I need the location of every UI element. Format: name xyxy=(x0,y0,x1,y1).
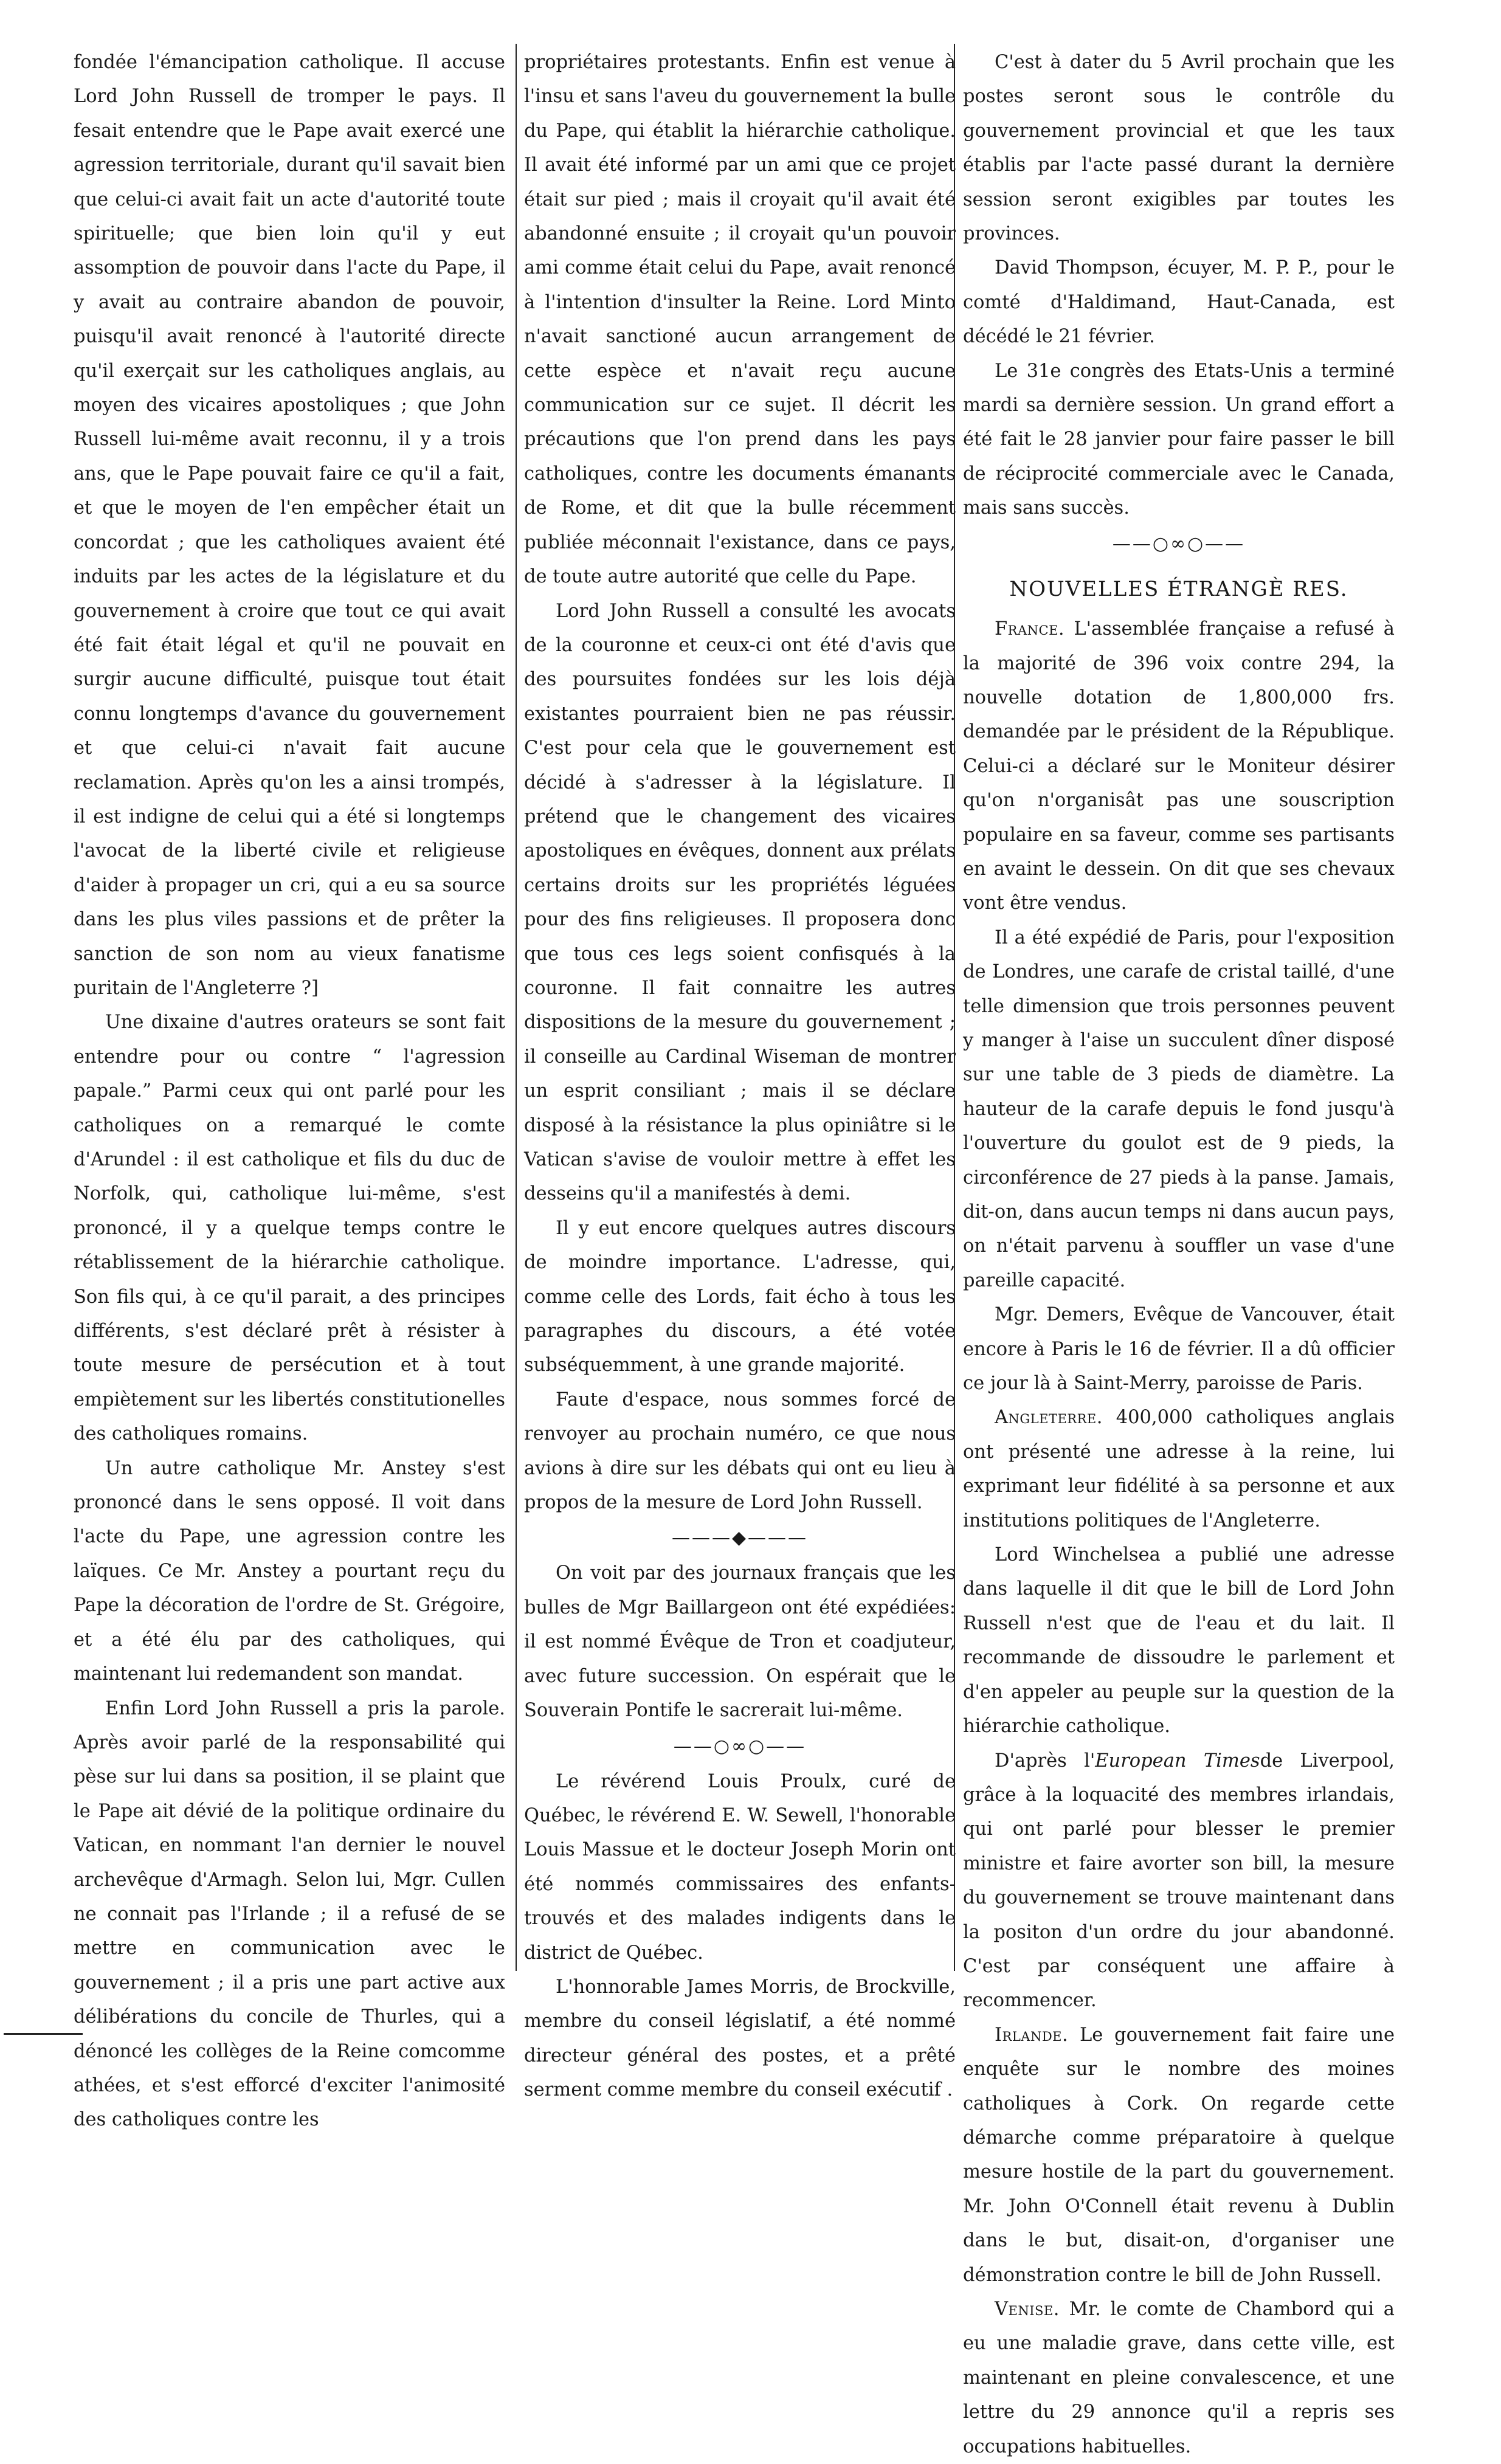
section-heading: NOUVELLES ÉTRANGÈ RES. xyxy=(1009,576,1348,601)
paragraph-text: de Liverpool, grâce à la loquacité des membres irlandais, qui ont parlé pour blesser le premier ministre et faire avorter son bill, la mesure du gouvernement se trouve maintenant dans la positon d'un ordre du jour abandonné. C'est par conséquent une affaire à recommencer. xyxy=(963,1750,1395,2012)
column-right xyxy=(963,46,1395,2464)
paragraph: David Thompson, écuyer, M. P. P., pour le comté d'Haldimand, Haut-Canada, est décédé le 21 février. xyxy=(963,257,1395,348)
paragraph-irlande xyxy=(963,2018,1395,2293)
country-tag: Venise. xyxy=(995,2299,1060,2320)
paragraph: Un autre catholique Mr. Anstey s'est prononcé dans le sens opposé. Il voit dans l'acte du Pape, une agression contre les laïques. Ce Mr. Anstey a pourtant reçu du Pape la décoration de l'ordre de St. Grégoire, et a été élu par des catholiques, qui maintenant lui redemandent son mandat. xyxy=(74,1457,505,1685)
paragraph-text: L'assemblée française a refusé à la majorité de 396 voix contre 294, la nouvelle dotation de 1,800,000 frs. demandée par le président de la République. Celui-ci a déclaré sur le Moniteur désirer qu'on n'organisât pas une souscription populaire en sa faveur, comme ses partisants en avaint le dessein. On dit que ses chevaux vont être vendus. xyxy=(963,618,1395,914)
paragraph: Lord Winchelsea a publié une adresse dans laquelle il dit que le bill de Lord John Russell n'est que de l'eau et du lait. Il recommande de dissoudre le parlement et d'en appeler au peuple sur la question de la hiérarchie catholique. xyxy=(963,1544,1395,1738)
paragraph: fondée l'émancipation catholique. Il accuse Lord John Russell de tromper le pays. Il fesait entendre que le Pape avait exercé une agression territoriale, durant qu'il savait bien que celui-ci avait fait un acte d'autorité toute spirituelle; que bien loin qu'il y eut assomption de pouvoir dans l'acte du Pape, il y avait au contraire abandon de pouvoir, puisqu'il avait renoncé à l'autorité directe qu'il exerçait sur les catholiques anglais, au moyen des vicaires apostoliques ; que John Russell lui-même avait reconnu, il y a trois ans, que le Pape pouvait faire ce qu'il a fait, et que le moyen de l'en empêcher était un concordat ; que les catholiques avaient été induits par les actes de la législature et du gouvernement à croire que tout ce qui avait été fait était légal et qu'il ne pouvait en surgir aucune difficulté, puisque tout était connu longtemps d'avance du gouvernement et que celui-ci n'avait fait aucune reclamation. Après qu'on les a ainsi trompés, il est indigne de celui qui a été si longtemps l'avocat de la liberté civile et religieuse d'aider à propager un cri, qui a eu sa source dans les plus viles passions et de prêter la sanction de son nom au vieux fanatisme puritain de l'Angleterre ?] xyxy=(74,52,505,999)
paragraph-france xyxy=(963,612,1395,921)
paragraph-text: 400,000 catholiques anglais ont présenté une adresse à la reine, lui exprimant leur fidélité à sa personne et aux institutions politiques de l'Angleterre. xyxy=(963,1407,1395,1531)
paragraph-text: Mr. le comte de Chambord qui a eu une maladie grave, dans cette ville, est maintenant en pleine convalescence, et une lettre du 29 annonce qu'il a repris ses occupations habituelles. xyxy=(963,2299,1395,2457)
paragraph: Enfin Lord John Russell a pris la parole. Après avoir parlé de la responsabilité qui pèse sur lui dans sa position, il se plaint que le Pape ait dévié de la politique ordinaire du Vatican, en nommant l'an dernier le nouvel archevêque d'Armagh. Selon lui, Mgr. Cullen ne connait pas l'Irlande ; il a refusé de se mettre en communication avec le gouvernement ; il a pris une part active aux délibérations du concile de Thurles, qui a dénoncé les collèges de la Reine comcomme athées, et s'est efforcé d'exciter l'animosité des catholiques contre les xyxy=(74,1697,505,2131)
column-middle xyxy=(524,46,956,2108)
paragraph: Lord John Russell a consulté les avocats de la couronne et ceux-ci ont été d'avis que des poursuites fondées sur les lois déjà existantes pourraient bien ne pas réussir. C'est pour cela que le gouvernement est décidé à s'adresser à la législature. Il prétend que le changement des vicaires apostoliques en évêques, donnent aux prélats certains droits sur les propriétés léguées pour des fins religieuses. Il proposera donc que tous ces legs soient confisqués à la couronne. Il fait connaitre les autres dispositions de la mesure du gouvernement ; il conseille au Cardinal Wiseman de montrer un esprit consiliant ; mais il se déclare disposé à la résistance la plus opiniâtre si le Vatican s'avise de vouloir mettre à effet les desseins qu'il a manifestés à demi. xyxy=(524,600,956,1205)
column-rule xyxy=(516,44,517,1971)
paragraph-angleterre xyxy=(963,1401,1395,1538)
paragraph: Le révérend Louis Proulx, curé de Québec, le révérend E. W. Sewell, l'honorable Louis Massue et le docteur Joseph Morin ont été nommés commissaires des enfants-trouvés et des malades indigents dans le district de Québec. xyxy=(524,1770,956,1964)
paragraph-text: Le gouvernement fait faire une enquête sur le nombre des moines catholiques à Cork. On regarde cette démarche comme préparatoire à quelque mesure hostile de la part du gouvernement. Mr. John O'Connell était revenu à Dublin dans le but, disait-on, d'organiser une démonstration contre le bill de John Russell. xyxy=(963,2024,1395,2286)
paragraph-text: D'après l' xyxy=(995,1750,1096,1772)
column-left xyxy=(74,46,505,2138)
paragraph: Il y eut encore quelques autres discours de moindre importance. L'adresse, qui, comme celle des Lords, fait écho à tous les paragraphes du discours, a été votée subséquemment, à une grande majorité. xyxy=(524,1217,956,1376)
paragraph: propriétaires protestants. Enfin est venue à l'insu et sans l'aveu du gouvernement la bulle du Pape, qui établit la hiérarchie catholique. Il avait été informé par un ami que ce projet était sur pied ; mais il croyait qu'il avait été abandonné ensuite ; il croyait qu'un pouvoir ami comme était celui du Pape, avait renoncé à l'intention d'insulter la Reine. Lord Minto n'avait sanctioné aucun arrangement de cette espèce et n'avait reçu aucune communication sur ce sujet. Il décrit les précautions que l'on prend dans les pays catholiques, contre les documents émanants de Rome, et dit que la bulle récemment publiée méconnait l'existance, dans ce pays, de toute autre autorité que celle du Pape. xyxy=(524,52,956,588)
paragraph-venise xyxy=(963,2293,1395,2464)
paragraph: Une dixaine d'autres orateurs se sont fait entendre pour ou contre “ l'agression papale.” Parmi ceux qui ont parlé pour les catholiques on a remarqué le comte d'Arundel : il est catholique et fils du duc de Norfolk, qui, catholique lui-même, s'est prononcé, il y a quelque temps contre le rétablissement de la hiérarchie catholique. Son fils qui, à ce qu'il parait, a des principes différents, s'est déclaré prêt à résister à toute mesure de persécution et à tout empiètement sur les libertés constitutionelles des catholiques romains. xyxy=(74,1012,505,1445)
ornamental-divider: ——○∞○—— xyxy=(1112,533,1246,554)
country-tag: Angleterre. xyxy=(995,1407,1103,1429)
country-tag: France. xyxy=(995,618,1065,640)
page-edge-mark xyxy=(4,2033,83,2041)
paragraph: Mgr. Demers, Evêque de Vancouver, était encore à Paris le 16 de février. Il a dû officier ce jour là à Saint-Merry, paroisse de Paris. xyxy=(963,1304,1395,1395)
country-tag: Irlande. xyxy=(995,2024,1069,2046)
ornamental-divider: ——○∞○—— xyxy=(673,1735,807,1757)
paragraph: Le 31e congrès des Etats-Unis a terminé mardi sa dernière session. Un grand effort a été fait le 28 janvier pour faire passer le bill de réciprocité commerciale avec le Canada, mais sans succès. xyxy=(963,360,1395,519)
paragraph: Faute d'espace, nous sommes forcé de renvoyer au prochain numéro, ce que nous avions à dire sur les débats qui ont eu lieu à propos de la mesure de Lord John Russell. xyxy=(524,1389,956,1514)
paragraph-european-times xyxy=(963,1744,1395,2018)
newspaper-title: European Times xyxy=(1095,1750,1260,1772)
ornamental-divider: ———◆——— xyxy=(671,1527,809,1549)
paragraph: L'honnorable James Morris, de Brockville, membre du conseil législatif, a été nommé directeur général des postes, et a prêté serment comme membre du conseil exécutif . xyxy=(524,1976,956,2101)
paragraph: Il a été expédié de Paris, pour l'exposition de Londres, une carafe de cristal taillé, d'une telle dimension que trois personnes peuvent y manger à l'aise un succulent dîner disposé sur une table de 3 pieds de diamètre. La hauteur de la carafe depuis le fond jusqu'à l'ouverture du goulot est de 9 pieds, la circonférence de 27 pieds à la panse. Jamais, dit-on, dans aucun temps ni dans aucun pays, on n'était parvenu à souffler un vase d'une pareille capacité. xyxy=(963,927,1395,1291)
paragraph: On voit par des journaux français que les bulles de Mgr Baillargeon ont été expédiées: il est nommé Évêque de Tron et coadjuteur, avec future succession. On espérait que le Souverain Pontife le sacrerait lui-même. xyxy=(524,1562,956,1722)
paragraph: C'est à dater du 5 Avril prochain que les postes seront sous le contrôle du gouvernement provincial et que les taux établis par l'acte passé durant la dernière session seront exigibles par toutes les provinces. xyxy=(963,52,1395,245)
